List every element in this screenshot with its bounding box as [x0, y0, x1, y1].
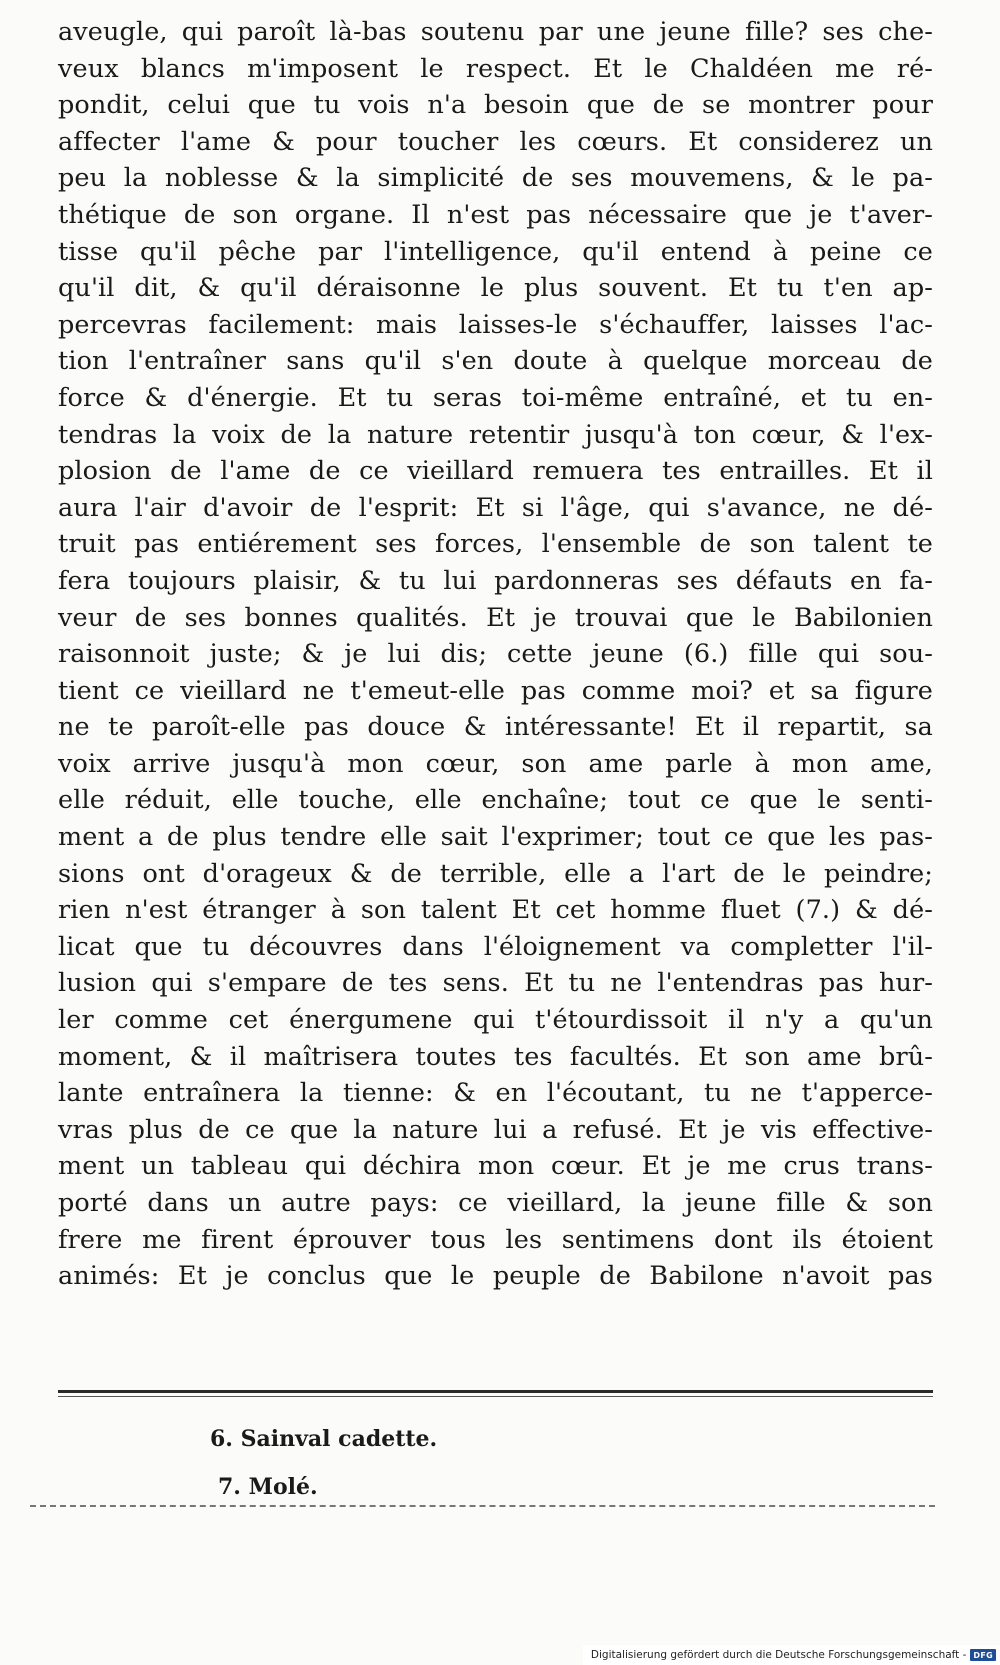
text-line: qu'il dit, & qu'il déraisonne le plus souvent. Et tu t'en ap- — [58, 273, 933, 304]
text-line: animés: Et je conclus que le peuple de Babilone n'avoit pas — [58, 1261, 933, 1292]
text-line: tion l'entraîner sans qu'il s'en doute à quelque morceau de — [58, 346, 933, 377]
footnote-7: 7. Molé. — [218, 1474, 318, 1500]
text-line: rien n'est étranger à son talent Et cet homme fluet (7.) & dé- — [58, 895, 933, 926]
text-line: tient ce vieillard ne t'emeut-elle pas comme moi? et sa figure — [58, 675, 933, 706]
text-line: licat que tu découvres dans l'éloignement va completter l'il- — [58, 931, 933, 962]
text-line: truit pas entiérement ses forces, l'ensemble de son talent te — [58, 529, 933, 560]
dfg-logo-icon: DFG — [970, 1649, 996, 1661]
text-line: elle réduit, elle touche, elle enchaîne; tout ce que le senti- — [58, 785, 933, 816]
text-line: vras plus de ce que la nature lui a refusé. Et je vis effective- — [58, 1114, 933, 1145]
body-text — [58, 14, 933, 1295]
text-line: thétique de son organe. Il n'est pas nécessaire que je t'aver- — [58, 199, 933, 230]
footnote-separator-rule-thin — [58, 1396, 933, 1397]
text-line: aveugle, qui paroît là-bas soutenu par une jeune fille? ses che- — [58, 17, 933, 47]
text-line: affecter l'ame & pour toucher les cœurs. Et considerez un — [58, 126, 933, 157]
text-line: frere me firent éprouver tous les sentimens dont ils étoient — [58, 1224, 933, 1255]
text-line: pondit, celui que tu vois n'a besoin que de se montrer pour — [58, 90, 933, 121]
text-line: veur de ses bonnes qualités. Et je trouvai que le Babilonien — [58, 602, 933, 633]
text-line: force & d'énergie. Et tu seras toi-même entraîné, et tu en- — [58, 382, 933, 413]
text-line: tendras la voix de la nature retentir jusqu'à ton cœur, & l'ex- — [58, 419, 933, 450]
text-line: porté dans un autre pays: ce vieillard, la jeune fille & son — [58, 1188, 933, 1218]
page-bottom-rule — [30, 1505, 935, 1507]
text-line: ment a de plus tendre elle sait l'exprimer; tout ce que les pas- — [58, 822, 933, 853]
text-line: aura l'air d'avoir de l'esprit: Et si l'âge, qui s'avance, ne dé- — [58, 492, 933, 523]
text-line: ment un tableau qui déchira mon cœur. Et je me crus trans- — [58, 1151, 933, 1182]
text-line: lante entraînera la tienne: & en l'écoutant, tu ne t'apperce- — [58, 1078, 933, 1109]
text-line: sions ont d'orageux & de terrible, elle a l'art de le peindre; — [58, 858, 933, 889]
text-line: fera toujours plaisir, & tu lui pardonneras ses défauts en fa- — [58, 565, 933, 596]
text-line: veux blancs m'imposent le respect. Et le Chaldéen me ré- — [58, 53, 933, 84]
text-line: moment, & il maîtrisera toutes tes facultés. Et son ame brû- — [58, 1041, 933, 1072]
credit-text: Digitalisierung gefördert durch die Deutsche Forschungsgemeinschaft - — [590, 1649, 967, 1661]
digitization-credit — [583, 1645, 1000, 1665]
text-line: ler comme cet énergumene qui t'étourdissoit il n'y a qu'un — [58, 1005, 933, 1036]
text-line: lusion qui s'empare de tes sens. Et tu ne l'entendras pas hur- — [58, 968, 933, 999]
text-line: voix arrive jusqu'à mon cœur, son ame parle à mon ame, — [58, 748, 933, 779]
text-line: raisonnoit juste; & je lui dis; cette jeune (6.) fille qui sou- — [58, 639, 933, 670]
footnote-6: 6. Sainval cadette. — [210, 1426, 438, 1452]
text-line: peu la noblesse & la simplicité de ses mouvemens, & le pa- — [58, 163, 933, 194]
text-line: plosion de l'ame de ce vieillard remuera tes entrailles. Et il — [58, 456, 933, 487]
text-line: ne te paroît-elle pas douce & intéressante! Et il repartit, sa — [58, 712, 933, 743]
text-line: tisse qu'il pêche par l'intelligence, qu'il entend à peine ce — [58, 236, 933, 267]
text-line: percevras facilement: mais laisses-le s'échauffer, laisses l'ac- — [58, 309, 933, 340]
footnote-separator-rule — [58, 1390, 933, 1393]
